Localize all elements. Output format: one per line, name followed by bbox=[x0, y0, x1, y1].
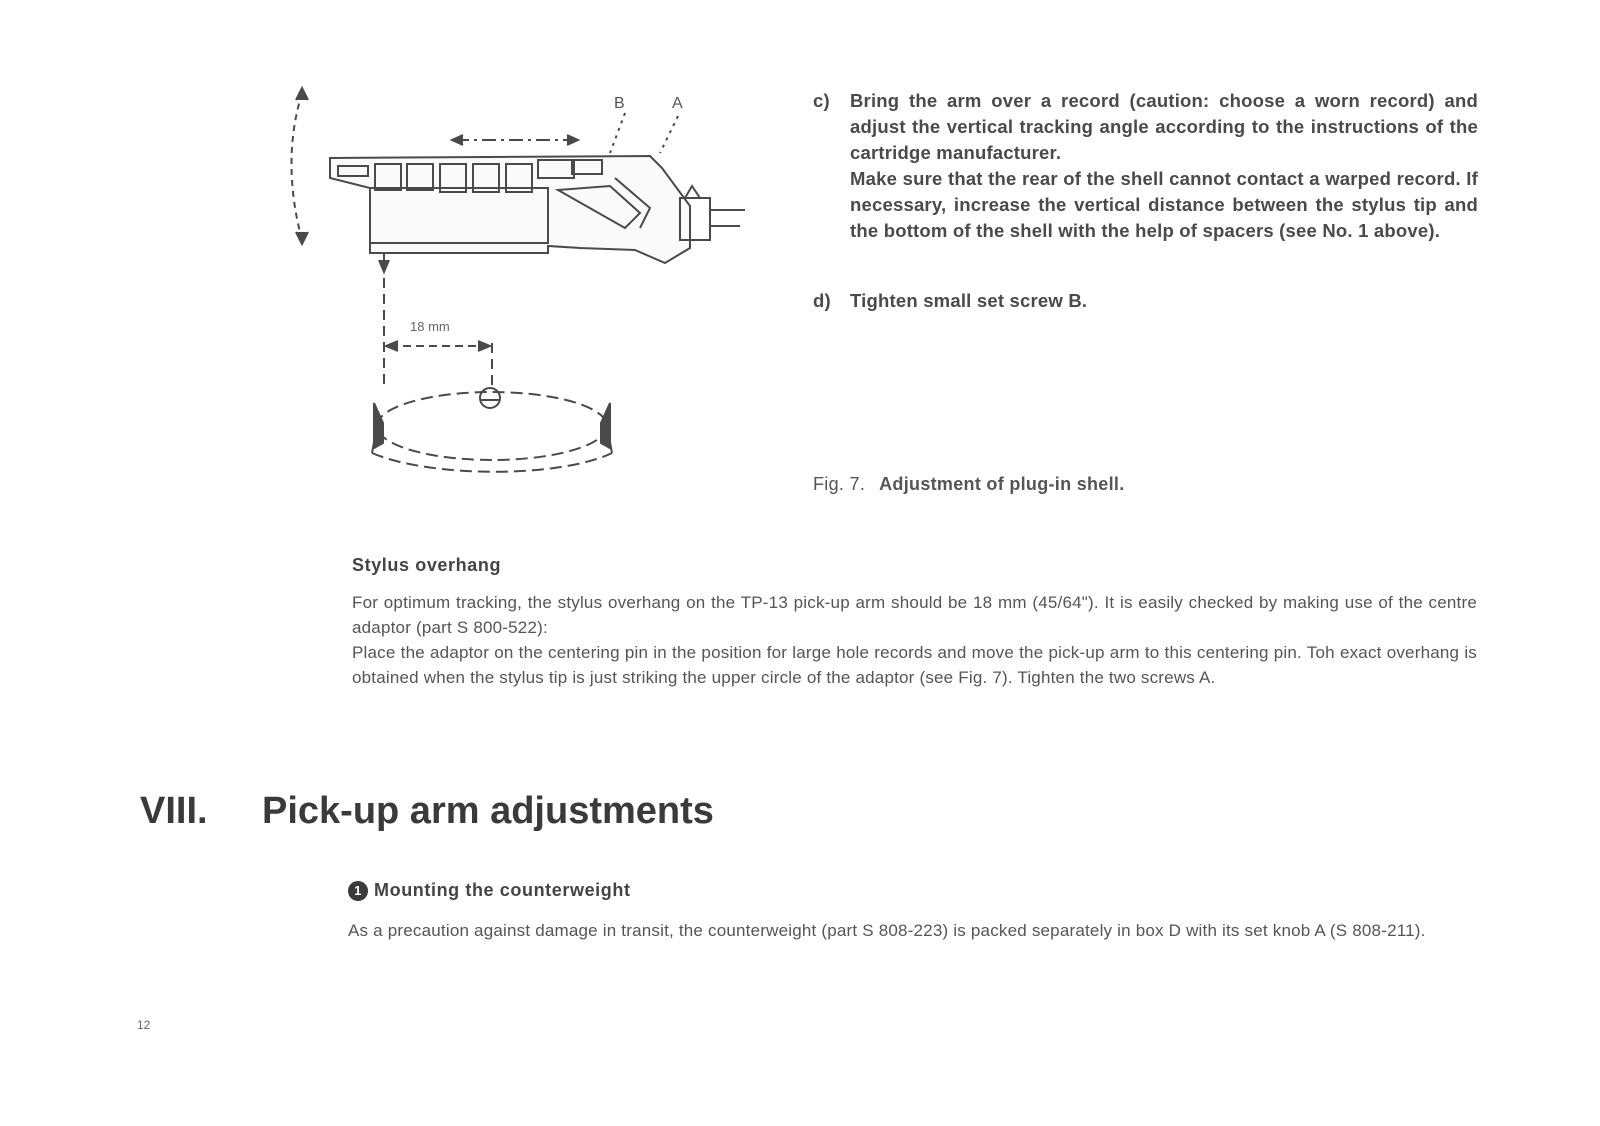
page-number: 12 bbox=[137, 1018, 151, 1032]
chapter-heading bbox=[140, 790, 714, 833]
centering-pin bbox=[480, 388, 500, 408]
figure-number: Fig. 7. bbox=[813, 474, 866, 494]
step-c-text-2: Make sure that the rear of the shell cannot contact a warped record. If necessary, increase the vertical distance between the stylus tip and the bottom of the shell with the help of spacers (see No. 1 above). bbox=[850, 168, 1478, 241]
stylus-paragraph-1: For optimum tracking, the stylus overhang on the TP-13 pick-up arm should be 18 mm (45/64"). It is easily checked by making use of the centre adaptor (part S 800-522): bbox=[352, 593, 1477, 637]
counterweight-paragraph: As a precaution against damage in transit, the counterweight (part S 808-223) is packed separately in box D with its set knob A (S 808-211). bbox=[348, 921, 1426, 940]
counterweight-heading: Mounting the counterweight bbox=[374, 880, 631, 900]
counterweight-heading-row bbox=[348, 880, 631, 901]
figure-caption bbox=[813, 474, 1125, 495]
dimension-label: 18 mm bbox=[410, 319, 450, 334]
stylus-paragraph-2: Place the adaptor on the centering pin in the position for large hole records and move the pick-up arm to this centering pin. Toh exact overhang is obtained when the stylus tip is just striking the upper circle of the adaptor (see Fig. 7). Tighten the two screws A. bbox=[352, 643, 1477, 687]
step-d-text: Tighten small set screw B. bbox=[850, 290, 1088, 311]
step-marker: c) bbox=[813, 90, 830, 111]
label-a: A bbox=[672, 95, 683, 112]
stylus-overhang-body bbox=[352, 590, 1477, 690]
stylus-overhang-heading: Stylus overhang bbox=[352, 555, 502, 575]
numbered-circle-icon: 1 bbox=[348, 881, 368, 901]
chapter-title: Pick-up arm adjustments bbox=[262, 790, 714, 832]
counterweight-body bbox=[348, 918, 1473, 943]
chapter-number: VIII. bbox=[140, 790, 208, 832]
step-marker: d) bbox=[813, 290, 831, 311]
step-d bbox=[813, 288, 1478, 314]
figure-caption-text: Adjustment of plug-in shell. bbox=[879, 474, 1125, 494]
step-c-text-1: Bring the arm over a record (caution: choose a worn record) and adjust the vertical tracking angle according to the instructions of the cartridge manufacturer. bbox=[850, 90, 1478, 163]
label-b: B bbox=[614, 95, 625, 112]
centre-adaptor bbox=[377, 392, 607, 460]
vertical-adjust-arrow bbox=[292, 93, 303, 240]
step-c bbox=[813, 88, 1478, 244]
figure-7-diagram bbox=[280, 78, 760, 508]
